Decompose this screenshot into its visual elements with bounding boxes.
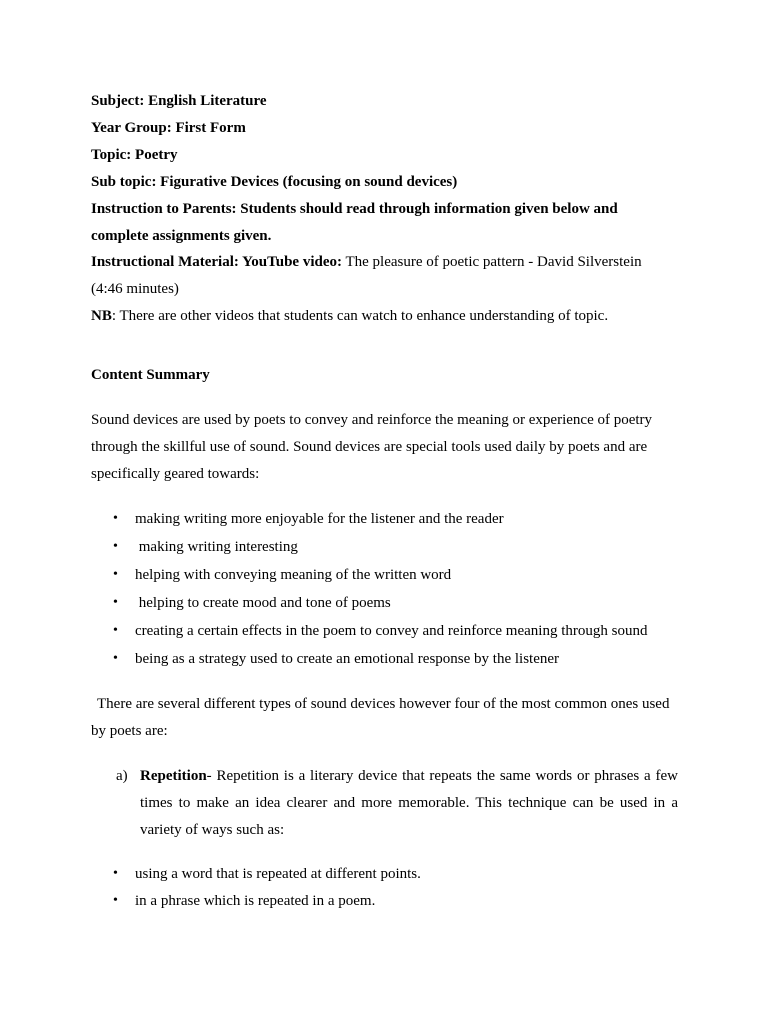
list-marker: a) (116, 768, 128, 784)
list-item-text: making writing interesting (135, 539, 298, 555)
bullet-icon: • (113, 893, 118, 908)
instructional-material-line (91, 253, 642, 271)
material-label: Instructional Material: YouTube video: (91, 254, 342, 270)
topic-line: Topic: Poetry (91, 147, 178, 163)
list-item-text: helping with conveying meaning of the written word (135, 567, 452, 583)
list-item-text: being as a strategy used to create an emotional response by the listener (135, 651, 560, 667)
bullet-icon: • (113, 539, 118, 554)
instruction-line-1: Instruction to Parents: Students should read through information given below and (91, 201, 618, 217)
list-item-text: using a word that is repeated at different points. (135, 866, 421, 882)
bullet-icon: • (113, 866, 118, 881)
sub-topic-line: Sub topic: Figurative Devices (focusing on sound devices) (91, 174, 458, 190)
types-line-2: by poets are: (91, 723, 168, 739)
repetition-line-1 (140, 767, 678, 785)
list-item-text: in a phrase which is repeated in a poem. (135, 893, 376, 909)
bullet-icon: • (113, 623, 118, 638)
repetition-term: Repetition (140, 768, 207, 784)
repetition-line-2: times to make an idea clearer and more memorable. This technique can be used in a (140, 795, 678, 811)
content-summary-heading: Content Summary (91, 367, 210, 383)
material-text: The pleasure of poetic pattern - David Silverstein (341, 254, 642, 270)
nb-line (91, 307, 608, 325)
types-line-1: There are several different types of sound devices however four of the most common ones used (97, 696, 670, 712)
material-duration: (4:46 minutes) (91, 281, 179, 297)
bullet-icon: • (113, 595, 118, 610)
list-item-text: helping to create mood and tone of poems (135, 595, 391, 611)
instruction-line-2: complete assignments given. (91, 228, 272, 244)
nb-text: : There are other videos that students can watch to enhance understanding of topic. (111, 308, 609, 324)
year-group-line: Year Group: First Form (91, 120, 246, 136)
subject-line: Subject: English Literature (91, 93, 267, 109)
repetition-line-3: variety of ways such as: (140, 822, 285, 838)
list-item-text: making writing more enjoyable for the listener and the reader (135, 511, 504, 527)
list-item-text: creating a certain effects in the poem to convey and reinforce meaning through sound (135, 623, 648, 639)
intro-line-3: specifically geared towards: (91, 466, 260, 482)
bullet-icon: • (113, 567, 118, 582)
bullet-icon: • (113, 651, 118, 666)
nb-label: NB (91, 308, 112, 324)
bullet-icon: • (113, 511, 118, 526)
repetition-definition: - Repetition is a literary device that repeats the same words or phrases a few (206, 768, 678, 784)
intro-line-2: through the skillful use of sound. Sound devices are special tools used daily by poets and are (91, 439, 648, 455)
intro-line-1: Sound devices are used by poets to convey and reinforce the meaning or experience of poetry (91, 412, 653, 428)
